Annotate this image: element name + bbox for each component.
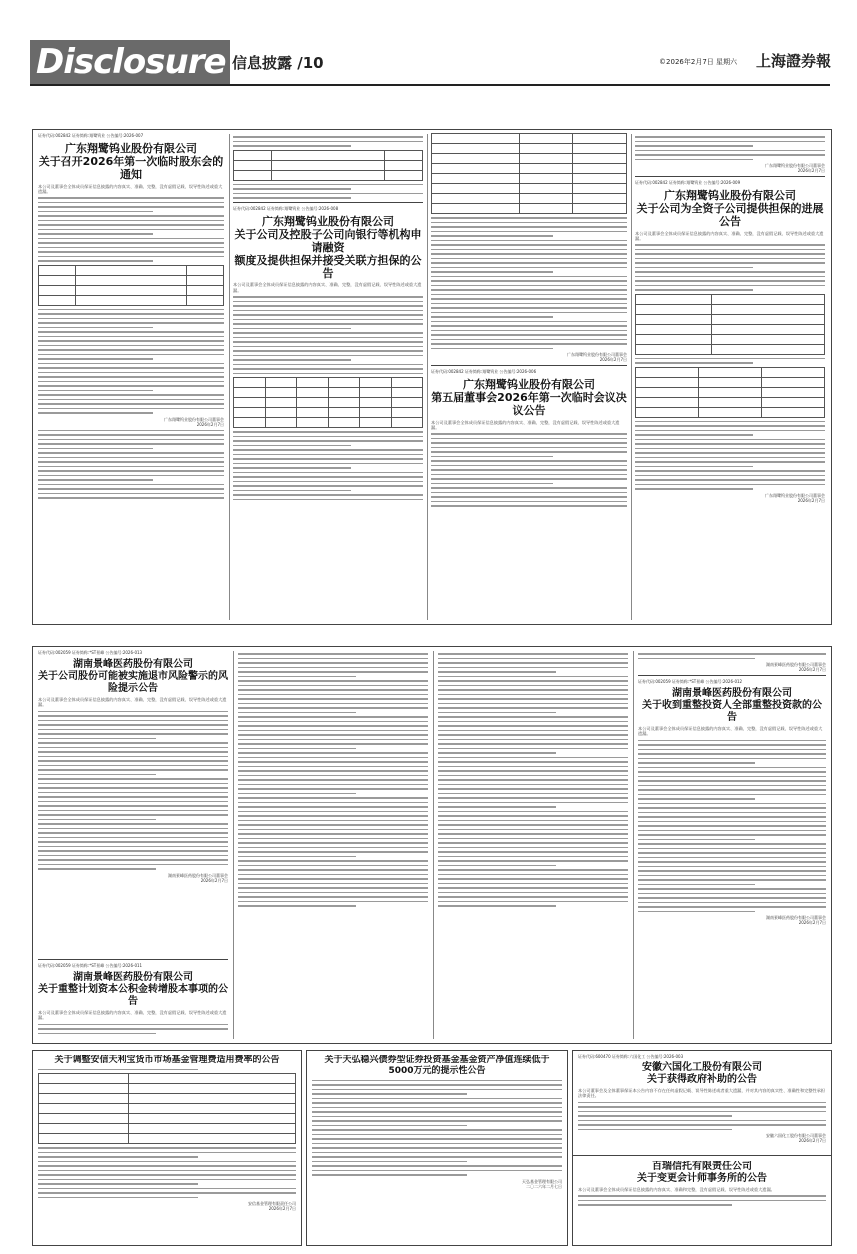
masthead (0, 0, 857, 88)
stock-code: 证券代码:002842 证券简称:翔鹭钨业 公告编号:2026-007 (38, 133, 144, 138)
body-text (578, 1195, 826, 1206)
subsidiary-financials (635, 367, 825, 418)
body-text-2 (431, 433, 627, 507)
body-text (431, 217, 627, 349)
brand-text: Disclosure (36, 42, 226, 82)
body-text (38, 1024, 228, 1035)
bottom-panel-tianhong (306, 1050, 568, 1246)
body-text (635, 136, 825, 160)
column-divider (433, 651, 434, 1039)
newspaper-name: 上海證券報 (755, 52, 831, 70)
signoff-2: 湖南景峰医药股份有限公司董事会 2026年2月7日 (766, 915, 826, 926)
announcement-recover (638, 650, 826, 1040)
issue-date: ©2026年2月7日 星期六 (659, 58, 737, 66)
announcement-progress (635, 133, 825, 617)
subsidiary-table (635, 294, 825, 355)
column-divider (427, 134, 428, 620)
announcement-lead: 本公司及董事会全体成员保证信息披露的内容真实、准确、完整，没有虚假记载、误导性陈述或重大遗漏。 (638, 726, 823, 737)
proxy-form-table (233, 150, 423, 181)
bottom-panel-right (572, 1050, 832, 1246)
body-text (638, 653, 826, 659)
announcement-title: 关于天弘稳兴债券型证券投资基金基金资产净值连续低于 5000万元的提示性公告 (324, 1055, 550, 1076)
column-divider (631, 134, 632, 620)
divider (233, 202, 423, 203)
divider (635, 176, 825, 177)
body-text (312, 1080, 562, 1176)
announcement-lead: 本公司及董事会全体成员保证信息披露的内容真实、准确、完整，没有虚假记载、误导性陈述或重大遗漏。 (233, 282, 422, 293)
announcement-title: 广东翔鹭钨业股份有限公司 第五届董事会2026年第一次临时会议决议公告 (431, 378, 627, 418)
signoff: 广东翔鹭钨业股份有限公司董事会 2026年2月7日 (567, 352, 627, 362)
body-text-2 (38, 309, 224, 414)
announcement-lead: 本公司及董事会全体成员保证信息披露的内容真实、准确、完整，没有虚假记载、误导性陈述或重大遗漏。 (431, 419, 620, 430)
announcement-lead: 本公司及董事会全体成员保证信息披露的内容真实、准确、完整，没有虚假记载、误导性陈述或重大遗漏。 (38, 183, 223, 194)
stock-code: 证券代码:002059 证券简称:*ST景峰 公告编号:2026-011 (38, 963, 143, 968)
body-text-2 (38, 1147, 296, 1198)
stock-code: 证券代码:002842 证券简称:翔鹭钨业 公告编号:2026-009 (635, 180, 741, 185)
announcement-title: 百瑞信托有限责任公司 关于变更会计师事务所的公告 (637, 1161, 767, 1184)
body-text (233, 296, 423, 374)
announcement-title: 关于调整安信天利宝货币市场基金管理费适用费率的公告 (54, 1055, 280, 1065)
announcement-tianhong (312, 1055, 562, 1241)
signoff: 广东翔鹭钨业股份有限公司董事会 2026年2月7日 (164, 416, 224, 427)
body-text-2 (638, 740, 826, 913)
brand-logo (30, 40, 230, 86)
body-text (38, 197, 224, 262)
divider (431, 365, 627, 366)
column-divider (229, 134, 230, 620)
body-text-3 (635, 358, 825, 364)
proxy-form-text (233, 136, 423, 147)
divider (38, 959, 228, 960)
announcement-title: 广东翔鹭钨业股份有限公司 关于召开2026年第一次临时股东会的通知 (38, 142, 224, 182)
body-text-2 (635, 421, 825, 490)
announcement-board (431, 133, 627, 617)
body-text (38, 1069, 296, 1071)
announcement-lead: 本公司及董事会全体成员保证信息披露的内容真实、准确和完整，没有虚假记载、误导性陈述或重大遗漏。 (578, 1187, 775, 1192)
middle-panel (32, 646, 832, 1044)
announcement-title: 湖南景峰医药股份有限公司 关于公司股份可能被实施退市风险警示的风险提示公告 (38, 659, 228, 694)
column-divider (233, 651, 234, 1039)
stock-code: 证券代码:002842 证券简称:翔鹭钨业 公告编号:2026-006 (431, 369, 537, 374)
announcement-title: 广东翔鹭钨业股份有限公司 关于公司为全资子公司提供担保的进展公告 (636, 189, 824, 229)
signoff: 湖南景峰医药股份有限公司董事会 2026年2月7日 (766, 662, 826, 672)
header-rule (30, 84, 830, 86)
body-text (238, 653, 428, 907)
guarantee-table (233, 377, 423, 428)
announcement-egm (38, 133, 224, 617)
proposal-table (38, 265, 224, 306)
announcement-title: 湖南景峰医药股份有限公司 关于重整计划资本公积金转增股本事项的公告 (38, 972, 228, 1007)
announcement-lead: 本公司及董事会全体成员保证信息披露的内容真实、准确、完整，没有虚假记载、误导性陈述或重大遗漏。 (38, 697, 227, 708)
bottom-panel-fund-fee (32, 1050, 302, 1246)
body-text (578, 1102, 826, 1131)
announcement-fund-fee (38, 1055, 296, 1241)
signoff: 湖南景峰医药股份有限公司董事会 2026年2月7日 (168, 872, 228, 883)
announcement-risk (38, 650, 228, 956)
body-text (438, 653, 628, 907)
announcement-title: 广东翔鹭钨业股份有限公司 关于公司及控股子公司向银行等机构申请融资 额度及提供担保并接受关联方担保的公告 (234, 214, 422, 281)
section-title: 信息披露 /10 (232, 54, 324, 72)
plan-body-col2 (238, 650, 428, 1040)
stock-code: 证券代码:002842 证券简称:翔鹭钨业 公告编号:2026-008 (233, 205, 339, 211)
announcement-anhui (578, 1054, 826, 1154)
divider (573, 1155, 831, 1156)
announcement-title: 湖南景峰医药股份有限公司 关于收到重整投资人全部重整投资款的公告 (642, 688, 822, 723)
body-text-2 (233, 431, 423, 500)
announcement-lead: 本公司董事会及全体董事保证本公告内容不存在任何虚假记载、误导性陈述或者重大遗漏，并对其内容的真实性、准确性和完整性承担法律责任。 (578, 1088, 826, 1099)
financial-table (431, 133, 627, 214)
divider (638, 675, 826, 676)
signoff: 安徽六国化工股份有限公司董事会 2026年2月7日 (766, 1133, 826, 1144)
stock-code: 证券代码:002059 证券简称:*ST景峰 公告编号:2026-012 (638, 679, 743, 684)
announcement-lead: 本公司及董事会全体成员保证信息披露的内容真实、准确、完整，没有虚假记载、误导性陈述或重大遗漏。 (635, 230, 824, 241)
stock-code: 证券代码:600470 证券简称:六国化工 公告编号:2026-003 (578, 1054, 684, 1059)
fund-table (38, 1073, 296, 1144)
signoff: 安信基金管理有限责任公司 2026年2月7日 (248, 1201, 296, 1212)
announcement-baorui (578, 1161, 826, 1241)
signoff: 天弘基金管理有限公司 二〇二六年二月七日 (522, 1178, 562, 1189)
announcement-plan (38, 959, 228, 1039)
announcement-title: 安徽六国化工股份有限公司 关于获得政府补助的公告 (642, 1062, 762, 1085)
announcement-lead: 本公司及董事会全体成员保证信息披露的内容真实、准确、完整，没有虚假记载、误导性陈述或重大遗漏。 (38, 1010, 227, 1021)
top-panel (32, 129, 832, 625)
signoff: 广东翔鹭钨业股份有限公司董事会 2026年2月7日 (765, 163, 825, 173)
column-divider (633, 651, 634, 1039)
appendix-text (38, 430, 224, 499)
signoff: 广东翔鹭钨业股份有限公司董事会 2026年2月7日 (765, 492, 825, 503)
announcement-guarantee (233, 133, 423, 617)
stock-code: 证券代码:002059 证券简称:*ST景峰 公告编号:2026-013 (38, 650, 143, 655)
plan-body-col3 (438, 650, 628, 1040)
body-text (38, 711, 228, 870)
proxy-form-fields (233, 184, 423, 199)
body-text (635, 244, 825, 291)
